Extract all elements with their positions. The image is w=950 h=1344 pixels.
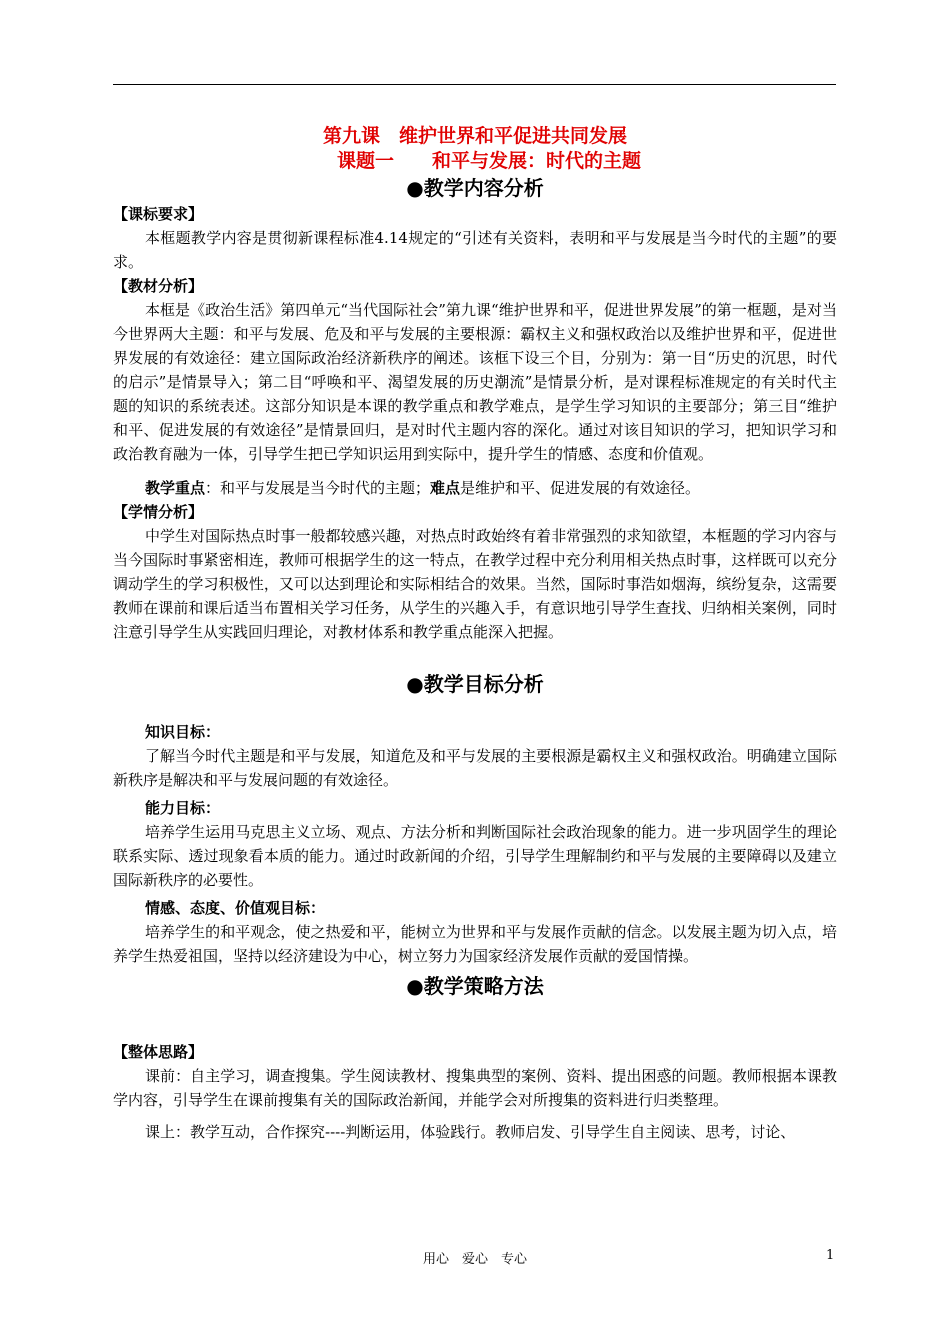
knowledge-goal-label: 知识目标： xyxy=(145,723,221,741)
key-text: ：和平与发展是当今时代的主题； xyxy=(205,479,431,497)
textbook-text: 本框是《政治生活》第四单元“当代国际社会”第九课“维护世界和平，促进世界发展”的第一框题，是对当今世界两大主题：和平与发展、危及和平与发展的主要根源：霸权主义和强权政治以及维护世界和平，促进世界发展的有效途径：建立国际政治经济新秩序的阐述。该框下设三个目，分别为：第一目“历史的沉思，时代的启示”是情景导入；第二目“呼唤和平、渴望发展的历史潮流”是情景分析，是对课程标准规定的有关时代主题的知识的系统表述。这部分知识是本课的教学重点和教学难点，是学生学习知识的主要部分；第三目“维护和平、促进发展的有效途径”是情景回归，是对时代主题内容的深化。通过对该目知识的学习，把知识学习和政治教育融为一体，引导学生把已学知识运用到实际中，提升学生的情感、态度和价值观。 xyxy=(113,301,837,463)
curriculum-text: 本框题教学内容是贯彻新课程标准4.14规定的“引述有关资料，表明和平与发展是当今时代的主题”的要求。 xyxy=(113,229,837,271)
knowledge-goal-text: 了解当今时代主题是和平与发展，知道危及和平与发展的主要根源是霸权主义和强权政治。明确建立国际新秩序是解决和平与发展问题的有效途径。 xyxy=(113,747,837,789)
section-heading-content-analysis: ●教学内容分析 xyxy=(406,176,544,200)
before-class-text: 课前：自主学习，调查搜集。学生阅读教材、搜集典型的案例、资料、提出困惑的问题。教师根据本课教学内容，引导学生在课前搜集有关的国际政治新闻，并能学会对所搜集的资料进行归类整理。 xyxy=(113,1067,837,1109)
section-heading-goal-analysis: ●教学目标分析 xyxy=(406,672,544,696)
difficulty-label: 难点 xyxy=(430,479,461,497)
key-label: 教学重点 xyxy=(145,479,206,497)
ability-goal-label: 能力目标： xyxy=(145,799,221,817)
document-body xyxy=(113,124,837,1144)
textbook-label: 【教材分析】 xyxy=(113,277,204,295)
emotion-goal-text: 培养学生的和平观念，使之热爱和平，能树立为世界和平与发展作贡献的信念。以发展主题为切入点，培养学生热爱祖国，坚持以经济建设为中心，树立努力为国家经济发展作贡献的爱国情操。 xyxy=(113,923,837,965)
header-rule xyxy=(113,84,836,85)
page-number: 1 xyxy=(826,1248,835,1263)
lesson-title: 第九课 维护世界和平促进共同发展 xyxy=(322,125,627,147)
in-class-text: 课上：教学互动，合作探究----判断运用，体验践行。教师启发、引导学生自主阅读、思考，讨论、 xyxy=(145,1123,796,1141)
key-points xyxy=(113,476,837,500)
approach-label: 【整体思路】 xyxy=(113,1043,204,1061)
difficulty-text: 是维护和平、促进发展的有效途径。 xyxy=(460,479,701,497)
learners-text: 中学生对国际热点时事一般都较感兴趣，对热点时政始终有着非常强烈的求知欲望，本框题的学习内容与当今国际时事紧密相连，教师可根据学生的这一特点，在教学过程中充分利用相关热点时事，这样既可以充分调动学生的学习积极性，又可以达到理论和实际相结合的效果。当然，国际时事浩如烟海，缤纷复杂，这需要教师在课前和课后适当布置相关学习任务，从学生的兴趣入手，有意识地引导学生查找、归纳相关案例，同时注意引导学生从实践回归理论，对教材体系和教学重点能深入把握。 xyxy=(113,527,837,641)
footer-motto: 用心 爱心 专心 xyxy=(422,1252,527,1267)
emotion-goal-label: 情感、态度、价值观目标： xyxy=(145,899,326,917)
ability-goal-text: 培养学生运用马克思主义立场、观点、方法分析和判断国际社会政治现象的能力。进一步巩固学生的理论联系实际、透过现象看本质的能力。通过时政新闻的介绍，引导学生理解制约和平与发展的主要障碍以及建立国际新秩序的必要性。 xyxy=(113,823,837,889)
learners-label: 【学情分析】 xyxy=(113,503,204,521)
curriculum-label: 【课标要求】 xyxy=(113,205,204,223)
section-heading-strategy: ●教学策略方法 xyxy=(406,974,544,998)
topic-title: 课题一 和平与发展：时代的主题 xyxy=(336,150,641,172)
